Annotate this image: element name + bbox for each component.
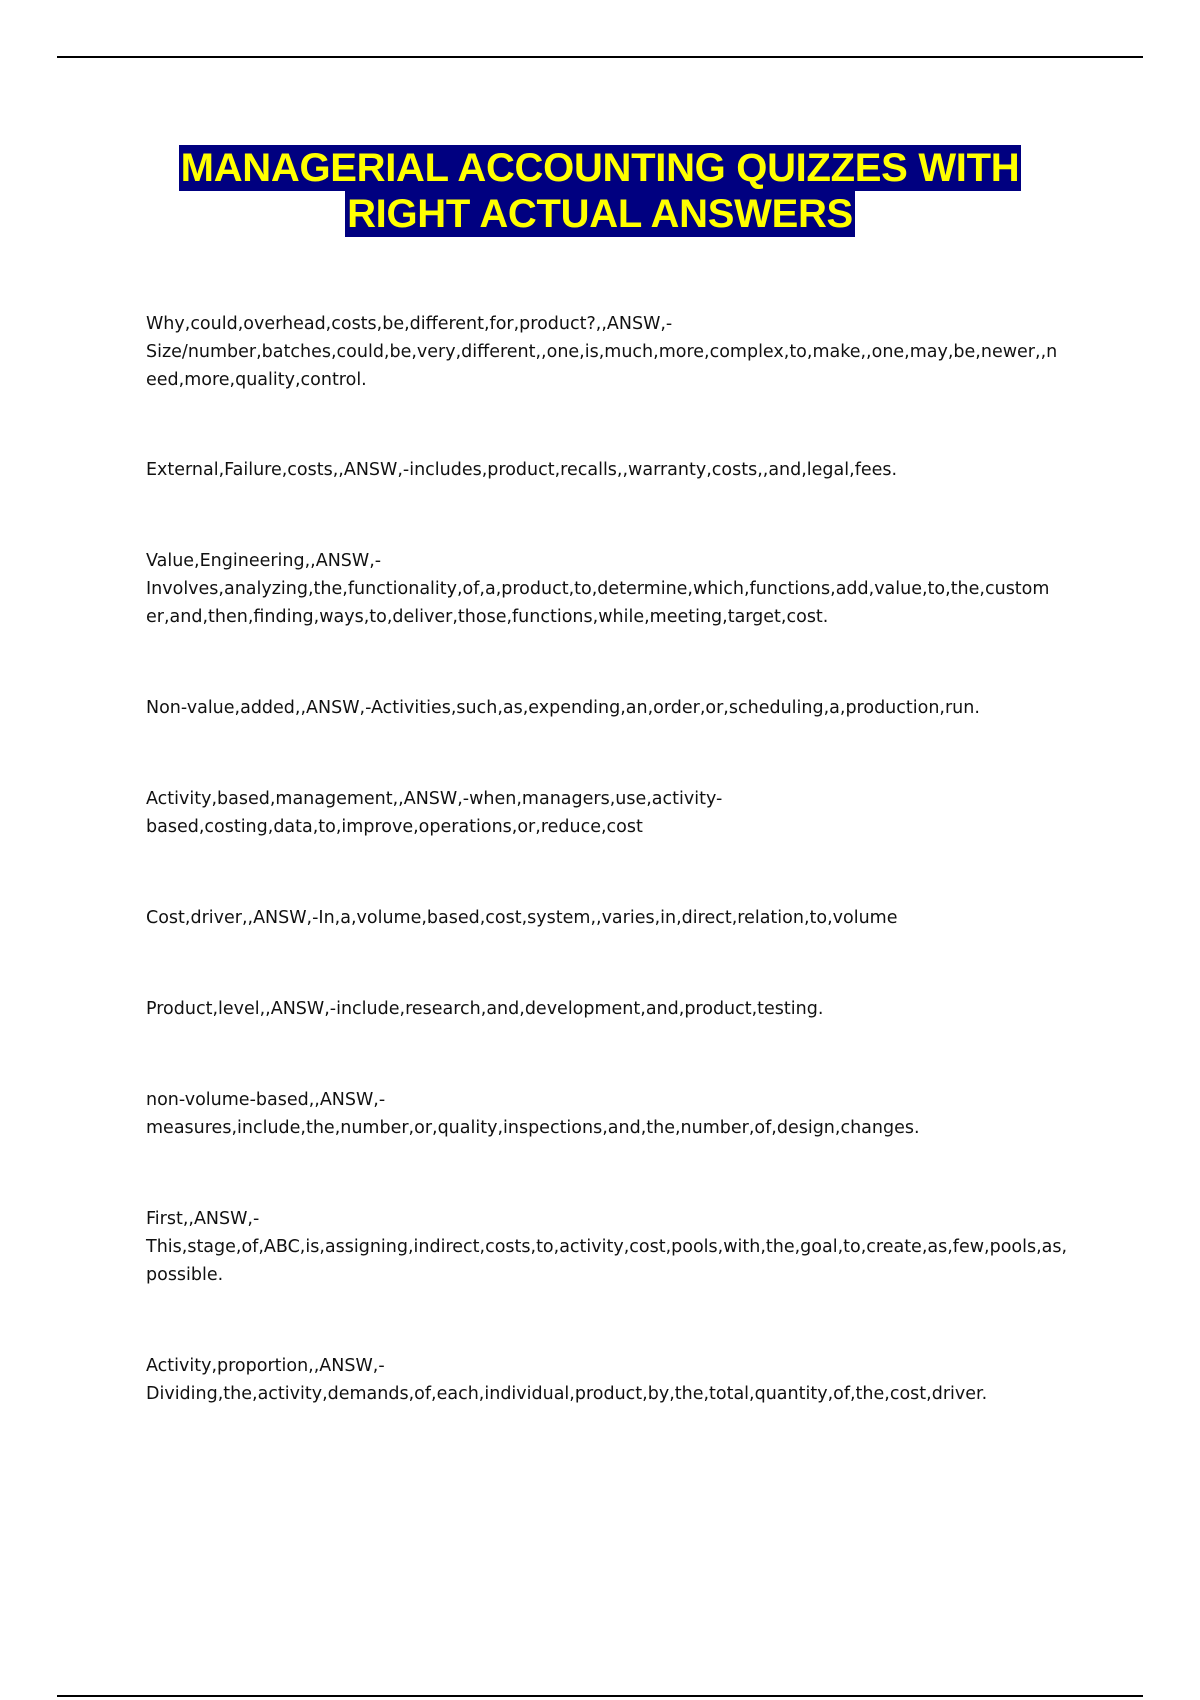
qa-list (146, 310, 1096, 1408)
qa-line: based,costing,data,to,improve,operations,or,reduce,cost (146, 817, 643, 837)
qa-entry-activity-based-management (146, 785, 1096, 841)
qa-line: Product,level,,ANSW,-include,research,and,development,and,product,testing. (146, 999, 824, 1019)
qa-line: Value,Engineering,,ANSW,- (146, 551, 382, 571)
document-title (0, 145, 1200, 237)
qa-entry-value-engineering (146, 547, 1096, 631)
qa-line: First,,ANSW,- (146, 1209, 260, 1229)
bottom-rule (57, 1695, 1143, 1697)
qa-entry-cost-driver (146, 904, 1096, 932)
qa-entry-overhead-costs (146, 310, 1096, 394)
qa-entry-product-level (146, 995, 1096, 1023)
qa-line: This,stage,of,ABC,is,assigning,indirect,costs,to,activity,cost,pools,with,the,goal,to,create,as,few,pools,as, (146, 1237, 1068, 1257)
qa-line: possible. (146, 1265, 224, 1285)
title-line-2: RIGHT ACTUAL ANSWERS (347, 192, 853, 236)
qa-line: External,Failure,costs,,ANSW,-includes,product,recalls,,warranty,costs,,and,legal,fees. (146, 460, 898, 480)
qa-entry-external-failure (146, 456, 1096, 484)
qa-entry-activity-proportion (146, 1352, 1096, 1408)
qa-line: Cost,driver,,ANSW,-In,a,volume,based,cost,system,,varies,in,direct,relation,to,volume (146, 908, 898, 928)
qa-line: Size/number,batches,could,be,very,different,,one,is,much,more,complex,to,make,,one,may,be,newer,,n (146, 342, 1058, 362)
qa-entry-first-stage (146, 1205, 1096, 1289)
qa-line: Non-value,added,,ANSW,-Activities,such,as,expending,an,order,or,scheduling,a,production,run. (146, 698, 980, 718)
qa-line: Activity,based,management,,ANSW,-when,managers,use,activity- (146, 789, 723, 809)
qa-line: Dividing,the,activity,demands,of,each,individual,product,by,the,total,quantity,of,the,cost,driver. (146, 1384, 988, 1404)
qa-entry-non-value-added (146, 694, 1096, 722)
qa-line: Involves,analyzing,the,functionality,of,a,product,to,determine,which,functions,add,value,to,the,custom (146, 579, 1050, 599)
qa-entry-non-volume-based (146, 1086, 1096, 1142)
title-line-1: MANAGERIAL ACCOUNTING QUIZZES WITH (180, 146, 1020, 190)
qa-line: Activity,proportion,,ANSW,- (146, 1356, 385, 1376)
qa-line: non-volume-based,,ANSW,- (146, 1090, 386, 1110)
qa-line: Why,could,overhead,costs,be,different,for,product?,,ANSW,- (146, 314, 673, 334)
qa-line: eed,more,quality,control. (146, 370, 367, 390)
top-rule (57, 56, 1143, 58)
qa-line: er,and,then,finding,ways,to,deliver,those,functions,while,meeting,target,cost. (146, 607, 829, 627)
qa-line: measures,include,the,number,or,quality,inspections,and,the,number,of,design,changes. (146, 1118, 920, 1138)
